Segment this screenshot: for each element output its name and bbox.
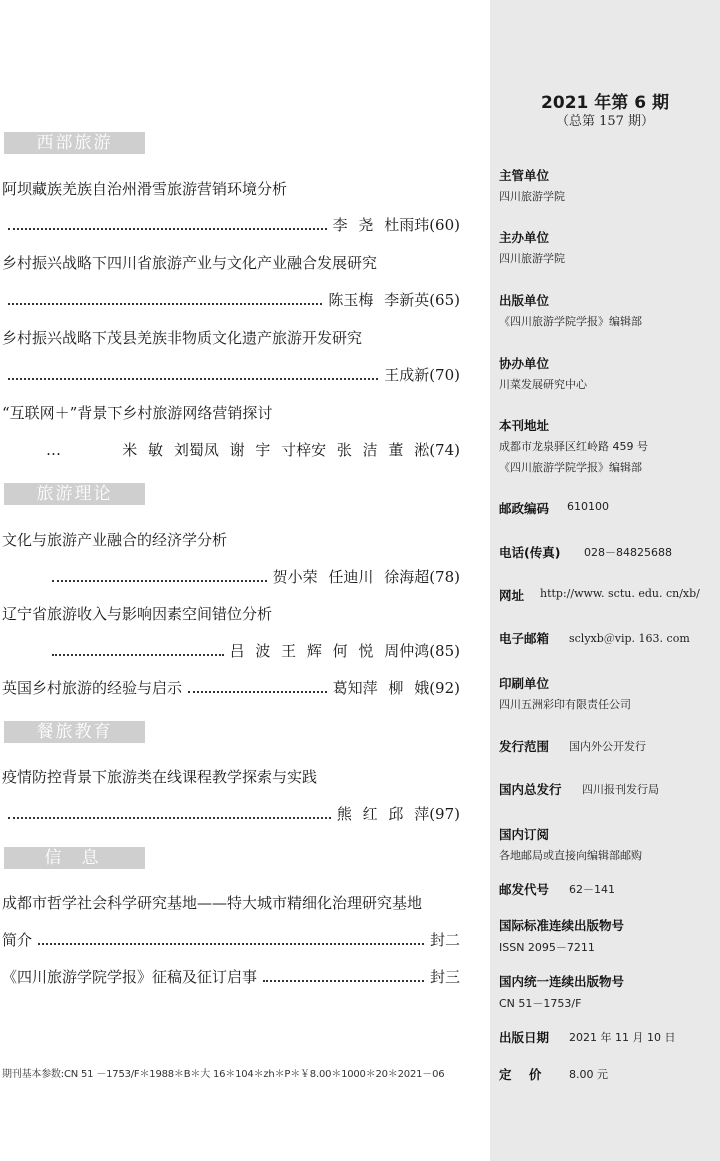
article-byline [2,365,460,385]
supervisor-label: 主管单位 [499,168,550,183]
article-byline [46,567,460,587]
issn-value: ISSN 2095－7211 [499,941,595,954]
article-title[interactable]: 阿坝藏族羌族自治州滑雪旅游营销环境分析 [2,180,288,198]
email-link[interactable]: sclyxb＠vip. 163. com [569,632,690,645]
article-authors: 陈玉梅 李新英 [328,291,430,309]
article-entry[interactable] [2,678,460,698]
email-label: 电子邮箱 [499,631,550,646]
price-value: 8.00 元 [569,1068,608,1081]
mail-code-label: 邮发代号 [499,882,550,897]
domestic-distributor-value: 四川报刊发行局 [582,783,659,796]
article-page: (60) [429,216,460,234]
article-title[interactable]: 文化与旅游产业融合的经济学分析 [2,531,228,549]
article-page: (70) [429,366,460,384]
issue-number: 2021 年第 6 期 [541,93,669,113]
dot-leader [188,691,327,693]
postcode-label: 邮政编码 [499,501,550,516]
distribution-scope-label: 发行范围 [499,739,550,754]
address-label: 本刊地址 [499,418,550,433]
cumulative-issue: （总第 157 期） [555,114,655,129]
article-byline [46,641,460,661]
article-title[interactable]: “互联网＋”背景下乡村旅游网络营销探讨 [2,404,273,422]
leader-ellipsis: … [46,441,61,459]
phone-label: 电话(传真) [499,545,561,560]
website-label: 网址 [499,588,525,603]
article-page: (78) [429,568,460,586]
publication-date-label: 出版日期 [499,1030,550,1045]
publication-date-value: 2021 年 11 月 10 日 [569,1031,676,1044]
website-link[interactable]: http://www. sctu. edu. cn/xb/ [540,587,700,600]
article-authors: 李 尧 杜雨玮 [332,216,430,234]
address-line-2: 《四川旅游学院学报》编辑部 [499,461,642,474]
article-title[interactable]: 乡村振兴战略下四川省旅游产业与文化产业融合发展研究 [2,254,378,272]
printer-value: 四川五洲彩印有限责任公司 [499,698,631,711]
article-title[interactable]: 辽宁省旅游收入与影响因素空间错位分析 [2,605,273,623]
sponsor-label: 主办单位 [499,230,550,245]
dot-leader [38,943,424,945]
dot-leader [263,980,424,982]
mail-code-value: 62－141 [569,883,615,896]
info-title[interactable]: 成都市哲学社会科学研究基地——特大城市精细化治理研究基地 [2,894,423,912]
subscription-label: 国内订阅 [499,827,550,842]
info-page: 封三 [429,968,460,986]
distribution-scope-value: 国内外公开发行 [569,740,646,753]
article-authors: 熊 红 邱 萍 [336,805,430,823]
dot-leader [52,580,267,582]
supervisor-value: 四川旅游学院 [499,190,565,203]
cn-value: CN 51－1753/F [499,997,582,1010]
article-authors: 葛知萍 柳 娥 [332,679,430,697]
section-header-tourism-theory: 旅游理论 [4,483,145,505]
publisher-label: 出版单位 [499,293,550,308]
article-title[interactable]: 英国乡村旅游的经验与启示 [2,679,183,697]
article-byline [2,804,460,824]
postcode-value: 610100 [567,500,609,513]
address-line-1: 成都市龙泉驿区红岭路 459 号 [499,440,648,453]
article-byline [2,215,460,235]
dot-leader [52,654,224,656]
dot-leader [8,817,331,819]
article-authors: 吕 波 王 辉 何 悦 周仲鸿 [229,642,430,660]
journal-parameters: 期刊基本参数:CN 51 －1753/F＊1988＊B＊大 16＊104＊zh＊P＊￥8.00＊1000＊20＊2021－06 [2,1069,445,1080]
article-page: (92) [429,679,460,697]
article-title[interactable]: 乡村振兴战略下茂县羌族非物质文化遗产旅游开发研究 [2,329,363,347]
info-entry[interactable] [2,967,460,987]
price-label: 定 价 [499,1067,542,1082]
printer-label: 印刷单位 [499,676,550,691]
issn-label: 国际标准连续出版物号 [499,918,625,933]
info-entry [2,930,460,950]
article-authors: 王成新 [384,366,430,384]
article-page: (65) [429,291,460,309]
masthead-panel [490,0,720,1161]
publisher-value: 《四川旅游学院学报》编辑部 [499,315,642,328]
dot-leader [8,303,322,305]
co-organizer-value: 川菜发展研究中心 [499,378,587,391]
info-continuation: 简介 [2,931,33,949]
article-authors: 贺小荣 任迪川 徐海超 [272,568,430,586]
section-header-hospitality-education: 餐旅教育 [4,721,145,743]
domestic-distributor-label: 国内总发行 [499,782,562,797]
phone-value: 028－84825688 [584,546,672,559]
subscription-value: 各地邮局或直接向编辑部邮购 [499,849,642,862]
co-organizer-label: 协办单位 [499,356,550,371]
info-title[interactable]: 《四川旅游学院学报》征稿及征订启事 [2,968,258,986]
cn-label: 国内统一连续出版物号 [499,974,625,989]
article-title[interactable]: 疫情防控背景下旅游类在线课程教学探索与实践 [2,768,318,786]
dot-leader [8,228,327,230]
article-page: (85) [429,642,460,660]
section-header-information: 信息 [4,847,145,869]
article-byline [2,290,460,310]
article-page: (74) [429,441,460,459]
dot-leader [8,378,378,380]
section-header-west-tourism: 西部旅游 [4,132,145,154]
article-authors: 米 敏 刘蜀凤 谢 宇 寸梓安 张 洁 董 淞 [122,441,430,459]
article-byline [46,440,460,460]
article-page: (97) [429,805,460,823]
sponsor-value: 四川旅游学院 [499,252,565,265]
info-page: 封二 [429,931,460,949]
